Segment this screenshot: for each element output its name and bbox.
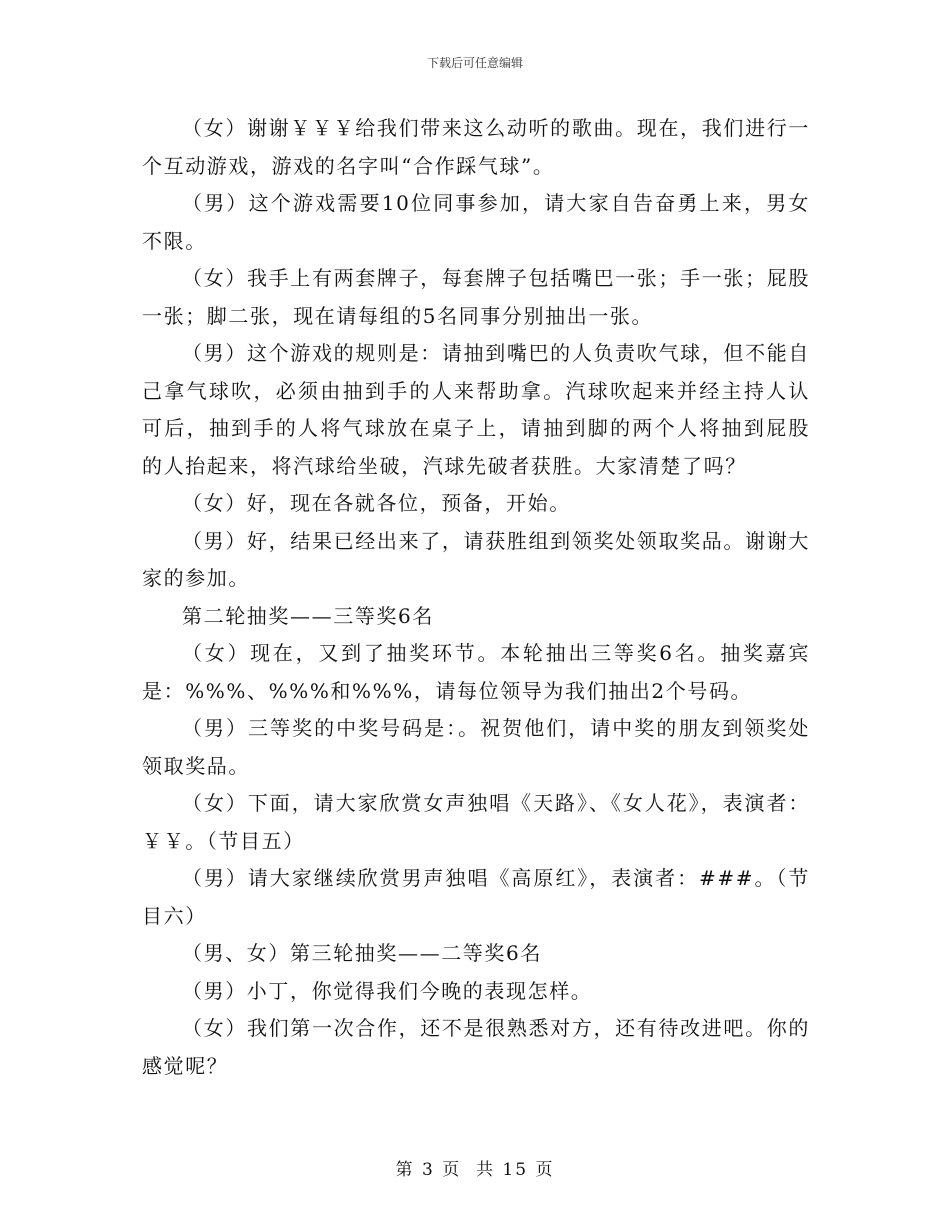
paragraph-10: （女）下面，请大家欣赏女声独唱《天路》、《女人花》，表演者：￥￥。（节目五）	[142, 791, 810, 853]
page-label-prefix: 第	[395, 1160, 415, 1180]
page-label-mid: 页 共	[442, 1160, 495, 1180]
paragraph-6: （男）好，结果已经出来了，请获胜组到领奖处领取奖品。谢谢大家的参加。	[142, 528, 810, 590]
paragraph-3: （女）我手上有两套牌子，每套牌子包括嘴巴一张；手一张；屁股一张；脚二张，现在请每组的5名同事分别抽出一张。	[142, 266, 810, 328]
current-page-number: 3	[421, 1160, 435, 1180]
total-pages-number: 15	[502, 1160, 529, 1180]
paragraph-4: （男）这个游戏的规则是：请抽到嘴巴的人负责吹气球，但不能自己拿气球吹，必须由抽到手的人来帮助拿。汽球吹起来并经主持人认可后，抽到手的人将气球放在桌子上，请抽到脚的两个人将抽到屁股的人抬起来，将汽球给坐破，汽球先破者获胜。大家清楚了吗？	[142, 341, 810, 478]
paragraph-9: （男）三等奖的中奖号码是：。祝贺他们，请中奖的朋友到领奖处领取奖品。	[142, 716, 810, 778]
document-body	[142, 110, 810, 1085]
section-heading-round-3: （男、女）第三轮抽奖——二等奖6名	[182, 941, 542, 965]
page-label-suffix: 页	[535, 1160, 555, 1180]
paragraph-2: （男）这个游戏需要10位同事参加，请大家自告奋勇上来，男女不限。	[142, 191, 810, 253]
page-header-note: 下载后可任意编辑	[426, 56, 523, 70]
paragraph-13: （男）小丁，你觉得我们今晚的表现怎样。	[182, 978, 593, 1003]
paragraph-1: （女）谢谢￥￥￥给我们带来这么动听的歌曲。现在，我们进行一个互动游戏，游戏的名字叫“合作踩气球”。	[142, 116, 810, 178]
paragraph-8: （女）现在，又到了抽奖环节。本轮抽出三等奖6名。抽奖嘉宾是：%%%、%%%和%%%，请每位领导为我们抽出2个号码。	[142, 641, 810, 703]
paragraph-5: （女）好，现在各就各位，预备，开始。	[182, 491, 571, 515]
paragraph-11: （男）请大家继续欣赏男声独唱《高原红》，表演者：###。（节目六）	[142, 866, 810, 928]
page-number-footer	[0, 1155, 950, 1180]
paragraph-14: （女）我们第一次合作，还不是很熟悉对方，还有待改进吧。你的感觉呢？	[142, 1016, 810, 1078]
section-heading-round-2: 第二轮抽奖——三等奖6名	[182, 603, 434, 628]
